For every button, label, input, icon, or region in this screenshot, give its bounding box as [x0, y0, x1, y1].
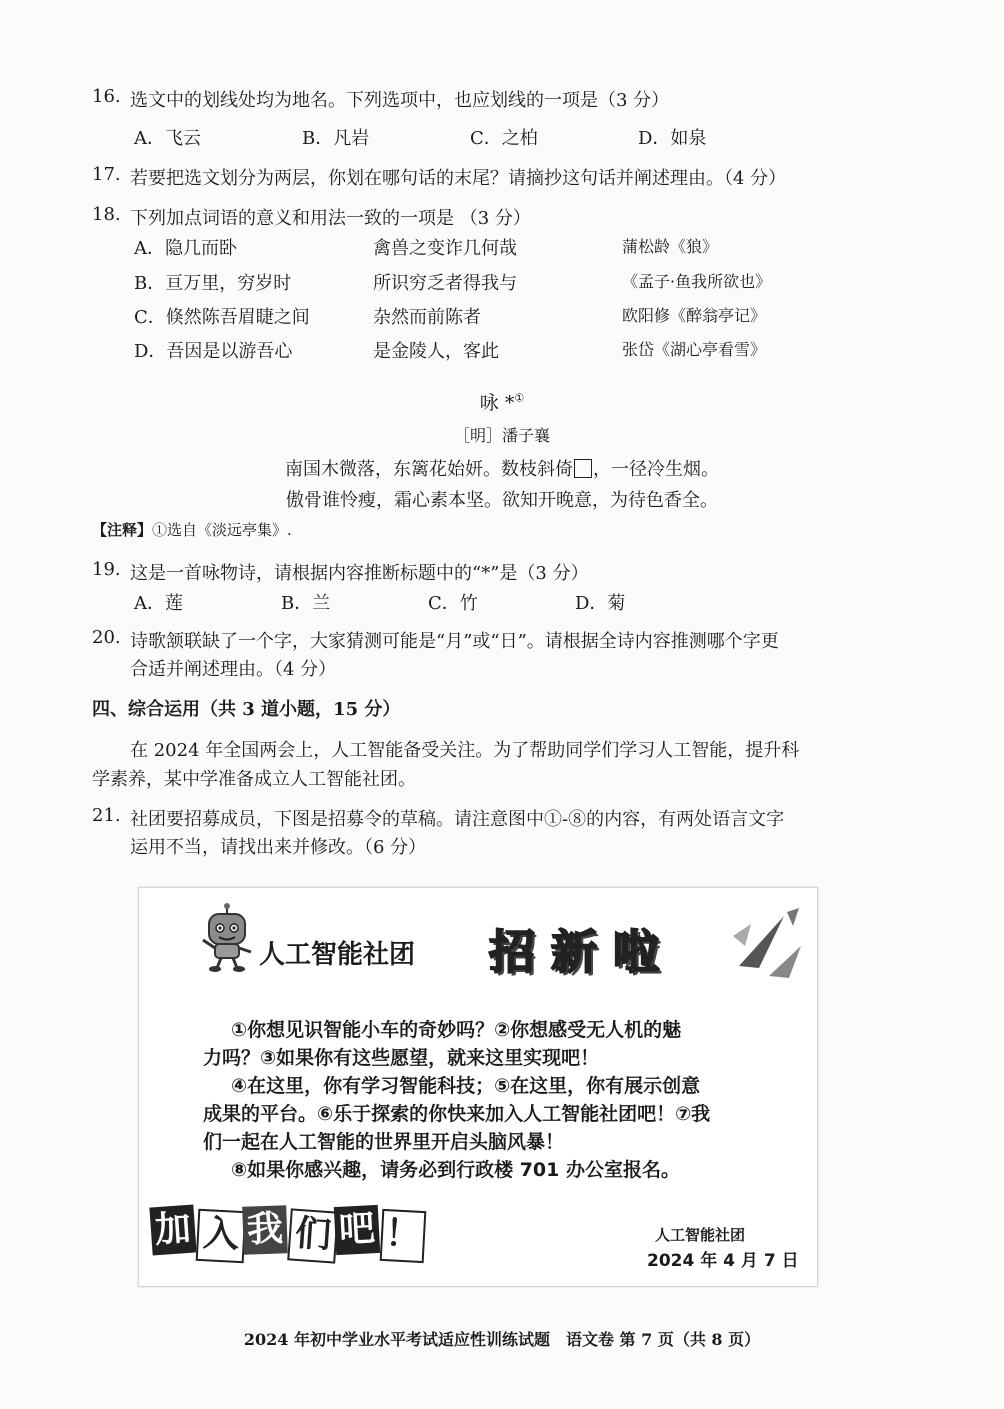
poem-title-footnote-mark: ① [514, 391, 525, 405]
poster-join-char-2: 入 [196, 1209, 247, 1263]
q16-option-a: A．飞云 [134, 128, 201, 149]
poem-title [0, 388, 1004, 415]
q19-number: 19. [92, 559, 121, 580]
section-4-heading: 四、综合运用（共 3 道小题，15 分） [92, 699, 401, 720]
poem-line-1-start: 南国木微落，东篱花始妍。数枝斜倚 [285, 459, 573, 480]
q16-option-b: B．凡岩 [302, 128, 370, 149]
q19-option-c: C．竹 [428, 593, 478, 614]
q18-row-a-phrase: A．隐几而卧 [134, 238, 237, 259]
poster-join-char-1: 加 [149, 1205, 196, 1256]
q16-option-d: D．如泉 [638, 128, 707, 149]
poster-banner-char-3: 啦 [613, 925, 659, 979]
poster-join-char-3: 我 [242, 1205, 288, 1255]
q18-row-c-source: 欧阳修《醉翁亭记》 [622, 306, 767, 325]
q20-number: 20. [92, 627, 121, 648]
poem-note-label: 【注释】 [92, 521, 153, 539]
poem-note-text: ①选自《淡远亭集》. [152, 521, 292, 539]
q16-option-c: C．之柏 [470, 128, 538, 149]
section-4-intro-line-1: 在 2024 年全国两会上，人工智能备受关注。为了帮助同学们学习人工智能，提升科 [130, 740, 800, 761]
poem-author: ［明］潘子襄 [453, 426, 550, 445]
poster-club-name: 人工智能社团 [259, 940, 416, 970]
q21-line-2: 运用不当，请找出来并修改。（6 分） [130, 837, 427, 858]
poster-signature-date: 2024 年 4 月 7 日 [647, 1251, 799, 1271]
poster-join-char-6: ！ [380, 1209, 427, 1263]
q18-row-d-source: 张岱《湖心亭看雪》 [622, 340, 767, 359]
q20-line-1: 诗歌颔联缺了一个字，大家猜测可能是“月”或“日”。请根据全诗内容推测哪个字更 [130, 631, 779, 652]
q19-option-a: A．莲 [134, 593, 183, 614]
poster-join-char-5: 吧 [334, 1205, 380, 1255]
q17-stem: 若要把选文划分为两层，你划在哪句话的末尾？请摘抄这句话并阐述理由。（4 分） [130, 168, 787, 189]
poem-line-1 [0, 455, 1004, 481]
q16-stem: 选文中的划线处均为地名。下列选项中，也应划线的一项是（3 分） [130, 90, 670, 111]
q18-row-c-compare: 杂然而前陈者 [373, 307, 481, 328]
q19-option-d: D．菊 [575, 593, 626, 614]
q21-line-1: 社团要招募成员，下图是招募令的草稿。请注意图中①-⑧的内容，有两处语言文字 [130, 809, 785, 830]
poster-banner-char-2: 新 [551, 925, 597, 979]
q21-number: 21. [92, 805, 121, 826]
poem-title-text: 咏 * [479, 392, 515, 414]
page-footer: 2024 年初中学业水平考试适应性训练试题 语文卷 第 7 页（共 8 页） [243, 1330, 761, 1349]
decorative-shards-icon [729, 906, 809, 986]
poster-line-3: ④在这里，你有学习智能科技；⑤在这里，你有展示创意 [231, 1075, 701, 1097]
poem-note [92, 519, 292, 540]
q18-row-c-phrase: C．倏然陈吾眉睫之间 [134, 307, 310, 328]
q18-row-d-compare: 是金陵人，客此 [373, 341, 499, 362]
q18-stem: 下列加点词语的意义和用法一致的一项是 （3 分） [130, 208, 531, 229]
q18-row-d-phrase: D．吾因是以游吾心 [134, 341, 293, 362]
q18-row-b-compare: 所识穷乏者得我与 [373, 273, 517, 294]
q18-row-a-source: 蒲松龄《狼》 [622, 237, 719, 256]
q19-option-b: B．兰 [281, 593, 331, 614]
q18-row-a-compare: 禽兽之变诈几何哉 [373, 238, 517, 259]
poster-banner-char-1: 招 [489, 925, 535, 979]
poster-line-1: ①你想见识智能小车的奇妙吗？②你想感受无人机的魅 [231, 1019, 682, 1041]
q18-row-b-source: 《孟子·鱼我所欲也》 [622, 272, 772, 291]
missing-character-box [574, 459, 592, 478]
q19-stem: 这是一首咏物诗，请根据内容推断标题中的“*”是（3 分） [130, 563, 589, 584]
poster-line-6: ⑧如果你感兴趣，请务必到行政楼 701 办公室报名。 [231, 1159, 680, 1181]
poster-line-5: 们一起在人工智能的世界里开启头脑风暴！ [203, 1131, 565, 1153]
q17-number: 17. [92, 164, 121, 185]
poster-line-4: 成果的平台。⑥乐于探索的你快来加入人工智能社团吧！⑦我 [203, 1103, 711, 1125]
poem-line-2: 傲骨谁怜瘦，霜心素本坚。欲知开晚意，为待色香全。 [286, 490, 718, 511]
section-4-intro-line-2: 学素养，某中学准备成立人工智能社团。 [92, 769, 416, 790]
robot-mascot-icon [197, 902, 257, 972]
q18-number: 18. [92, 204, 121, 225]
poster-signature-club: 人工智能社团 [655, 1226, 746, 1244]
q20-line-2: 合适并阐述理由。（4 分） [130, 659, 337, 680]
poem-line-1-end: ，一径冷生烟。 [593, 459, 719, 480]
q16-number: 16. [92, 86, 121, 107]
q18-row-b-phrase: B．亘万里，穷岁时 [134, 273, 292, 294]
poster-line-2: 力吗？③如果你有这些愿望，就来这里实现吧！ [203, 1047, 600, 1069]
poster-join-char-4: 们 [287, 1208, 339, 1263]
recruitment-poster [138, 887, 818, 1287]
